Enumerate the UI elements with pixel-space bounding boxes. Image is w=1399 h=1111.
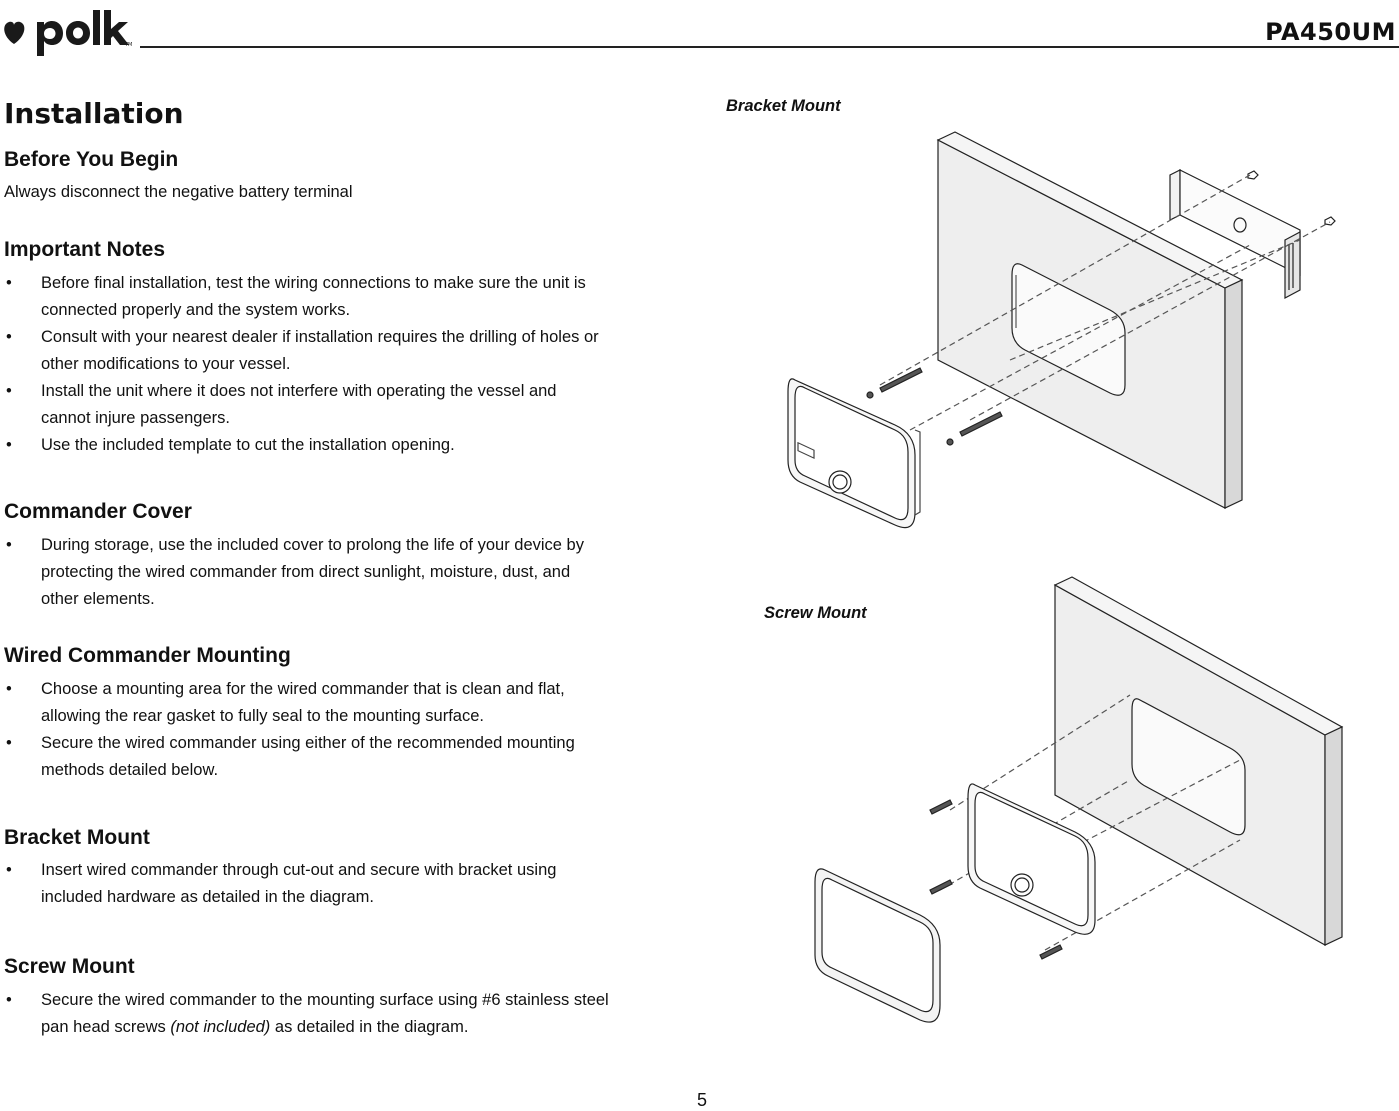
list-item — [4, 730, 694, 784]
list-item — [4, 532, 694, 613]
bullet: • — [6, 382, 12, 400]
list-item-line: Choose a mounting area for the wired commander that is clean and flat, — [41, 680, 565, 698]
heading-important-notes: Important Notes — [4, 238, 166, 261]
heading-commander-cover: Commander Cover — [4, 500, 192, 523]
list-item — [4, 432, 694, 459]
screw-mount-caption: Screw Mount — [764, 604, 867, 622]
commander-cover-list — [4, 532, 694, 613]
bracket-mount-caption: Bracket Mount — [726, 97, 841, 115]
bullet: • — [6, 680, 12, 698]
heading-wired-commander-mounting: Wired Commander Mounting — [4, 644, 291, 667]
svg-text:TM: TM — [125, 42, 133, 48]
wired-commander-mounting-list — [4, 676, 694, 784]
heading-screw-mount: Screw Mount — [4, 955, 135, 978]
bullet: • — [6, 274, 12, 292]
list-item-line: other elements. — [41, 590, 155, 608]
list-item — [4, 270, 694, 324]
bracket-mount-list — [4, 857, 694, 911]
bullet: • — [6, 328, 12, 346]
bullet: • — [6, 861, 12, 879]
before-you-begin-text: Always disconnect the negative battery terminal — [4, 183, 353, 201]
screw-mount-diagram — [800, 570, 1360, 1040]
list-item-line: protecting the wired commander from direct sunlight, moisture, dust, and — [41, 563, 571, 581]
list-item-line: Consult with your nearest dealer if installation requires the drilling of holes or — [41, 328, 599, 346]
list-item-line: Secure the wired commander to the mounting surface using #6 stainless steel — [41, 991, 609, 1009]
heading-before-you-begin: Before You Begin — [4, 148, 179, 171]
header-rule — [140, 46, 1399, 48]
list-item — [4, 676, 694, 730]
list-item-line: included hardware as detailed in the diagram. — [41, 888, 374, 906]
list-item-line: During storage, use the included cover to prolong the life of your device by — [41, 536, 584, 554]
not-included-note: (not included) — [170, 1018, 271, 1036]
list-item — [4, 378, 694, 432]
bullet: • — [6, 734, 12, 752]
bullet: • — [6, 436, 12, 454]
list-item-line: Use the included template to cut the installation opening. — [41, 436, 455, 454]
list-item-text: as detailed in the diagram. — [270, 1018, 469, 1036]
bullet: • — [6, 536, 12, 554]
page-number: 5 — [697, 1090, 708, 1110]
list-item-line: cannot injure passengers. — [41, 409, 230, 427]
screw-mount-list — [4, 987, 694, 1041]
list-item-line: Before final installation, test the wiring connections to make sure the unit is — [41, 274, 586, 292]
list-item-line: connected properly and the system works. — [41, 301, 351, 319]
list-item — [4, 857, 694, 911]
bracket-mount-diagram — [760, 130, 1380, 550]
list-item — [4, 324, 694, 378]
list-item — [4, 987, 694, 1041]
list-item-line: Install the unit where it does not interfere with operating the vessel and — [41, 382, 557, 400]
bullet: • — [6, 991, 12, 1009]
page-title: Installation — [4, 97, 184, 130]
list-item-line: other modifications to your vessel. — [41, 355, 291, 373]
list-item-line: allowing the rear gasket to fully seal to the mounting surface. — [41, 707, 484, 725]
list-item-line: methods detailed below. — [41, 761, 219, 779]
model-number: PA450UM — [1265, 18, 1396, 46]
list-item-line: Secure the wired commander using either of the recommended mounting — [41, 734, 575, 752]
list-item-text: pan head screws — [41, 1018, 171, 1036]
important-notes-list — [4, 270, 694, 459]
list-item-line: Insert wired commander through cut-out and secure with bracket using — [41, 861, 557, 879]
heading-bracket-mount: Bracket Mount — [4, 826, 150, 849]
page-header — [0, 0, 1399, 70]
polk-logo — [0, 6, 135, 66]
